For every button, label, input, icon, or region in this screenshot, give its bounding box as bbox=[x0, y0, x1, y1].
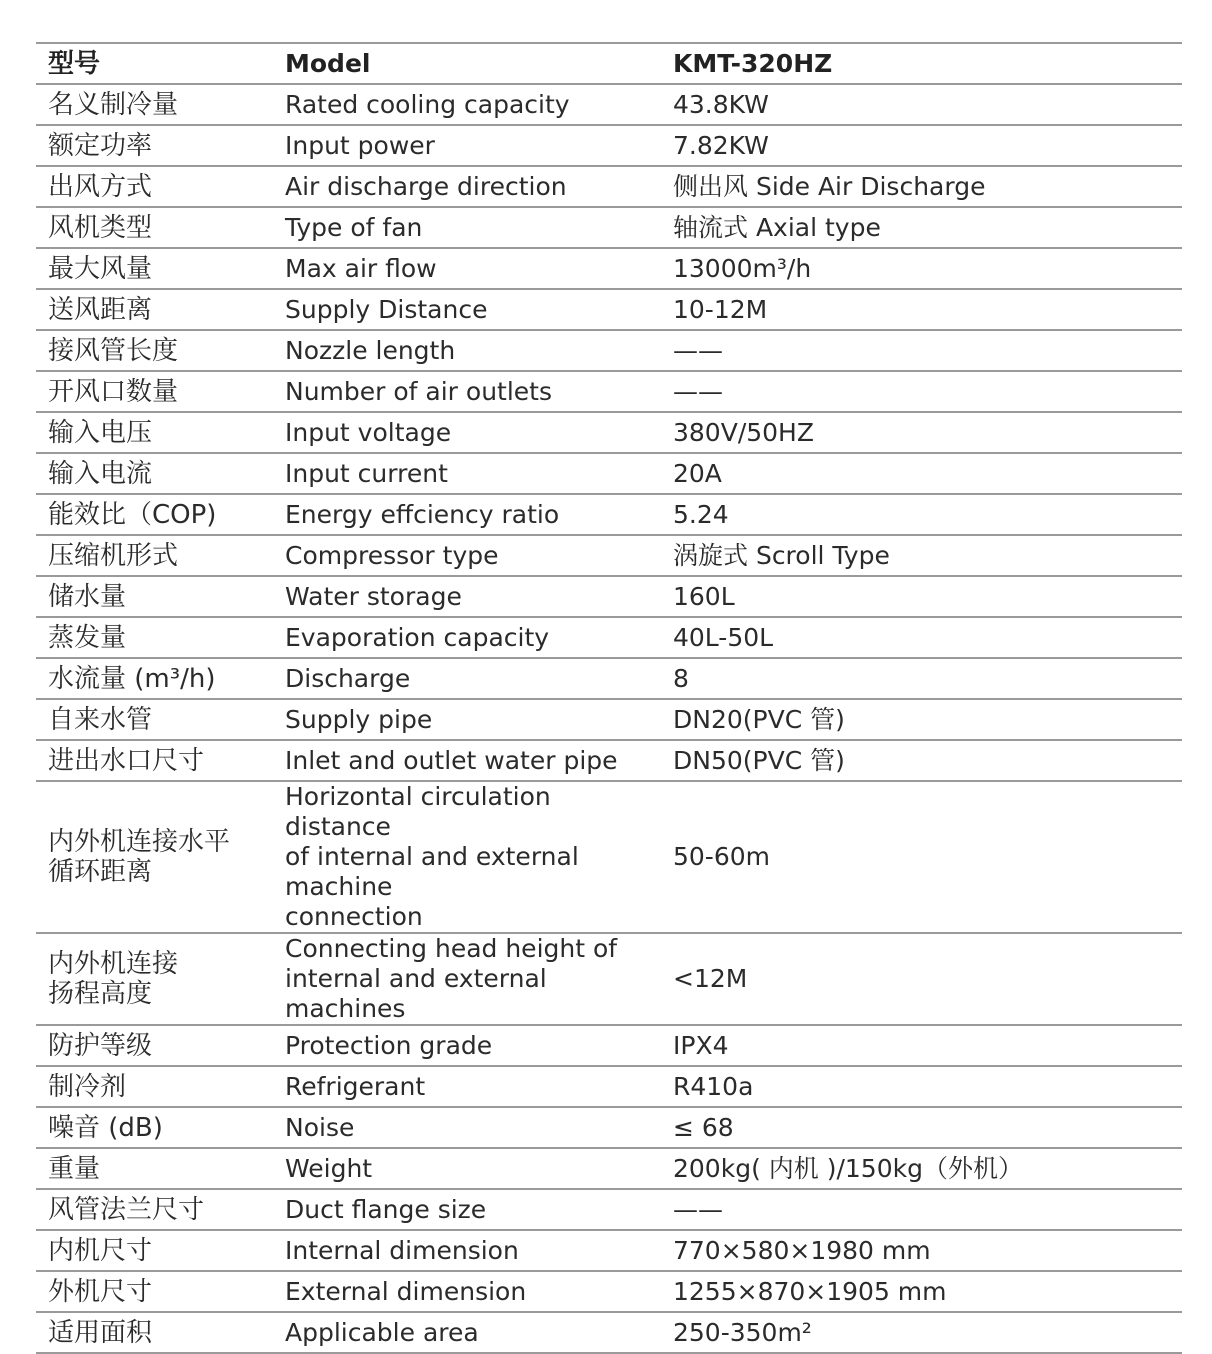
spec-name-cn: 输入电压 bbox=[36, 412, 273, 453]
spec-name-en: Inlet and outlet water pipe bbox=[273, 740, 663, 781]
spec-name-cn: 输入电流 bbox=[36, 453, 273, 494]
spec-name-cn: 进出水口尺寸 bbox=[36, 740, 273, 781]
spec-name-cn: 送风距离 bbox=[36, 289, 273, 330]
table-row bbox=[36, 412, 1182, 453]
table-row bbox=[36, 125, 1182, 166]
spec-name-cn: 水流量 (m³/h) bbox=[36, 658, 273, 699]
spec-value: 160L bbox=[663, 576, 1182, 617]
spec-value: 5.24 bbox=[663, 494, 1182, 535]
spec-name-cn: 自来水管 bbox=[36, 699, 273, 740]
header-cn: 型号 bbox=[36, 43, 273, 84]
spec-name-en: External dimension bbox=[273, 1271, 663, 1312]
spec-name-en: Internal dimension bbox=[273, 1230, 663, 1271]
spec-name-en: Nozzle length bbox=[273, 330, 663, 371]
spec-name-en: Discharge bbox=[273, 658, 663, 699]
table-row bbox=[36, 535, 1182, 576]
table-row bbox=[36, 658, 1182, 699]
spec-value: 7.82KW bbox=[663, 125, 1182, 166]
table-row bbox=[36, 1189, 1182, 1230]
spec-name-cn: 内外机连接水平 循环距离 bbox=[36, 781, 273, 933]
spec-value: 43.8KW bbox=[663, 84, 1182, 125]
spec-name-cn: 开风口数量 bbox=[36, 371, 273, 412]
spec-value: <12M bbox=[663, 933, 1182, 1025]
spec-name-cn: 储水量 bbox=[36, 576, 273, 617]
spec-name-cn: 能效比（COP) bbox=[36, 494, 273, 535]
spec-value: 1255×870×1905 mm bbox=[663, 1271, 1182, 1312]
spec-name-en: Rated cooling capacity bbox=[273, 84, 663, 125]
spec-name-cn: 最大风量 bbox=[36, 248, 273, 289]
spec-value: 770×580×1980 mm bbox=[663, 1230, 1182, 1271]
spec-name-cn: 出风方式 bbox=[36, 166, 273, 207]
spec-name-cn: 噪音 (dB) bbox=[36, 1107, 273, 1148]
spec-name-en: Supply pipe bbox=[273, 699, 663, 740]
spec-name-en: Applicable area bbox=[273, 1312, 663, 1353]
spec-name-en: Max air flow bbox=[273, 248, 663, 289]
table-row bbox=[36, 1271, 1182, 1312]
table-row bbox=[36, 207, 1182, 248]
spec-name-cn: 适用面积 bbox=[36, 1312, 273, 1353]
spec-value: 涡旋式 Scroll Type bbox=[663, 535, 1182, 576]
table-row bbox=[36, 699, 1182, 740]
spec-name-en: Compressor type bbox=[273, 535, 663, 576]
spec-value: R410a bbox=[663, 1066, 1182, 1107]
table-row bbox=[36, 166, 1182, 207]
table-row bbox=[36, 453, 1182, 494]
spec-name-cn: 风机类型 bbox=[36, 207, 273, 248]
spec-name-cn: 内机尺寸 bbox=[36, 1230, 273, 1271]
spec-name-en: Number of air outlets bbox=[273, 371, 663, 412]
spec-value: ≤ 68 bbox=[663, 1107, 1182, 1148]
table-row bbox=[36, 1107, 1182, 1148]
table-row bbox=[36, 933, 1182, 1025]
spec-table bbox=[36, 42, 1182, 1354]
spec-name-cn: 外机尺寸 bbox=[36, 1271, 273, 1312]
spec-name-en: Refrigerant bbox=[273, 1066, 663, 1107]
header-en: Model bbox=[273, 43, 663, 84]
spec-value: —— bbox=[663, 1189, 1182, 1230]
spec-value: 13000m³/h bbox=[663, 248, 1182, 289]
spec-name-en: Noise bbox=[273, 1107, 663, 1148]
spec-value: DN20(PVC 管) bbox=[663, 699, 1182, 740]
spec-value: 50-60m bbox=[663, 781, 1182, 933]
table-row bbox=[36, 617, 1182, 658]
spec-value: 20A bbox=[663, 453, 1182, 494]
spec-name-en: Supply Distance bbox=[273, 289, 663, 330]
table-row bbox=[36, 371, 1182, 412]
table-row bbox=[36, 740, 1182, 781]
spec-name-cn: 防护等级 bbox=[36, 1025, 273, 1066]
spec-name-cn: 额定功率 bbox=[36, 125, 273, 166]
table-row bbox=[36, 1066, 1182, 1107]
header-value: KMT-320HZ bbox=[663, 43, 1182, 84]
spec-name-en: Evaporation capacity bbox=[273, 617, 663, 658]
table-header-row bbox=[36, 43, 1182, 84]
table-row bbox=[36, 576, 1182, 617]
spec-name-en: Connecting head height of internal and external machines bbox=[273, 933, 663, 1025]
spec-name-cn: 压缩机形式 bbox=[36, 535, 273, 576]
spec-name-cn: 蒸发量 bbox=[36, 617, 273, 658]
spec-name-en: Energy effciency ratio bbox=[273, 494, 663, 535]
table-row bbox=[36, 1312, 1182, 1353]
table-row bbox=[36, 330, 1182, 371]
table-row bbox=[36, 289, 1182, 330]
spec-name-en: Input voltage bbox=[273, 412, 663, 453]
spec-value: DN50(PVC 管) bbox=[663, 740, 1182, 781]
spec-name-cn: 制冷剂 bbox=[36, 1066, 273, 1107]
spec-value: IPX4 bbox=[663, 1025, 1182, 1066]
spec-value: —— bbox=[663, 371, 1182, 412]
spec-value: 200kg( 内机 )/150kg（外机） bbox=[663, 1148, 1182, 1189]
spec-value: 250-350m² bbox=[663, 1312, 1182, 1353]
table-row bbox=[36, 1230, 1182, 1271]
spec-name-cn: 名义制冷量 bbox=[36, 84, 273, 125]
spec-value: 侧出风 Side Air Discharge bbox=[663, 166, 1182, 207]
spec-name-cn: 接风管长度 bbox=[36, 330, 273, 371]
table-row bbox=[36, 781, 1182, 933]
spec-value: 380V/50HZ bbox=[663, 412, 1182, 453]
table-row bbox=[36, 248, 1182, 289]
spec-name-en: Air discharge direction bbox=[273, 166, 663, 207]
spec-name-en: Input current bbox=[273, 453, 663, 494]
spec-value: 轴流式 Axial type bbox=[663, 207, 1182, 248]
spec-value: —— bbox=[663, 330, 1182, 371]
spec-value: 40L-50L bbox=[663, 617, 1182, 658]
spec-name-en: Water storage bbox=[273, 576, 663, 617]
spec-value: 10-12M bbox=[663, 289, 1182, 330]
spec-name-en: Type of fan bbox=[273, 207, 663, 248]
spec-name-cn: 内外机连接 扬程高度 bbox=[36, 933, 273, 1025]
table-row bbox=[36, 84, 1182, 125]
spec-name-en: Protection grade bbox=[273, 1025, 663, 1066]
spec-name-en: Duct flange size bbox=[273, 1189, 663, 1230]
spec-name-en: Horizontal circulation distance of internal and external machine connection bbox=[273, 781, 663, 933]
spec-name-cn: 风管法兰尺寸 bbox=[36, 1189, 273, 1230]
spec-name-en: Weight bbox=[273, 1148, 663, 1189]
table-row bbox=[36, 1148, 1182, 1189]
spec-value: 8 bbox=[663, 658, 1182, 699]
spec-name-cn: 重量 bbox=[36, 1148, 273, 1189]
table-row bbox=[36, 494, 1182, 535]
spec-name-en: Input power bbox=[273, 125, 663, 166]
table-row bbox=[36, 1025, 1182, 1066]
spec-table-body bbox=[36, 84, 1182, 1353]
